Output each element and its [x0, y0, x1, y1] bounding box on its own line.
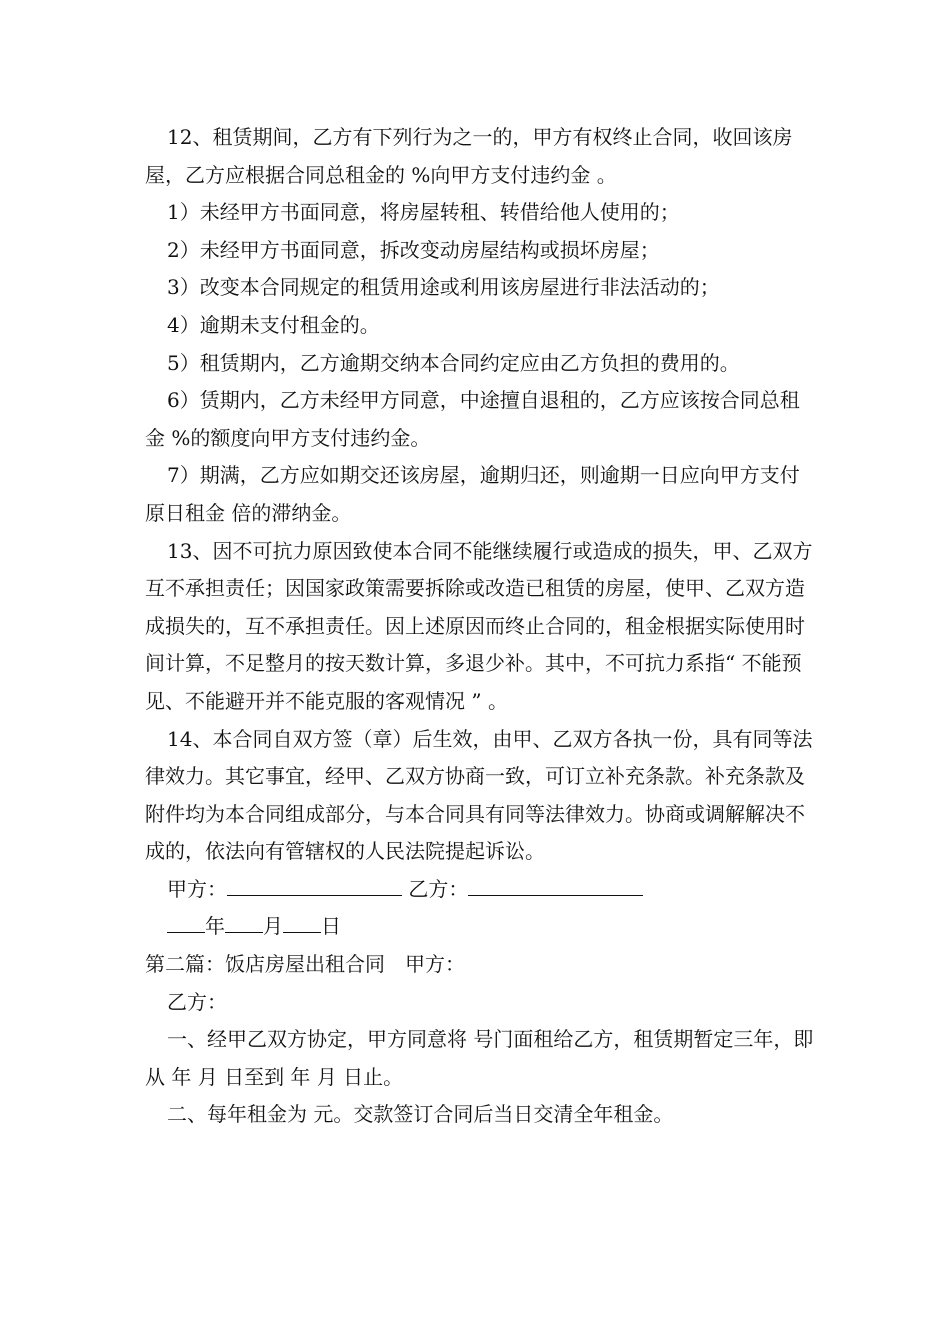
month-label: 月 — [263, 914, 283, 939]
clause-14: 14、本合同自双方签（章）后生效，由甲、乙双方各执一份，具有同等法律效力。其它事宜，经甲、乙双方协商一致，可订立补充条款。补充条款及附件均为本合同组成部分，与本合同具有同等法律效力。协商或调解解决不成的，依法向有管辖权的人民法院提起诉讼。 — [145, 726, 813, 864]
party-a-blank — [227, 877, 402, 896]
month-blank — [225, 914, 263, 933]
clause-12-item-7: 7）期满，乙方应如期交还该房屋，逾期归还，则逾期一日应向甲方支付原日租金 倍的滞纳金。 — [145, 463, 800, 525]
year-blank — [167, 914, 205, 933]
clause-12-item-3: 3）改变本合同规定的租赁用途或利用该房屋进行非法活动的； — [167, 275, 720, 300]
day-label: 日 — [321, 914, 341, 939]
section-2-party-b: 乙方： — [167, 989, 227, 1014]
party-b-blank — [468, 877, 643, 896]
party-a-label: 甲方： — [167, 876, 227, 901]
document-body — [145, 119, 817, 1134]
section-2-heading: 第二篇：饭店房屋出租合同 甲方： — [145, 952, 465, 977]
clause-12: 12、租赁期间，乙方有下列行为之一的，甲方有权终止合同，收回该房屋，乙方应根据合同总租金的 %向甲方支付违约金 。 — [145, 125, 793, 187]
clause-12-item-1: 1）未经甲方书面同意，将房屋转租、转借给他人使用的； — [167, 200, 680, 225]
party-b-label: 乙方： — [408, 876, 469, 901]
section-2-clause-2: 二、每年租金为 元。交款签订合同后当日交清全年租金。 — [167, 1102, 674, 1127]
year-label: 年 — [205, 914, 225, 939]
clause-12-item-2: 2）未经甲方书面同意，拆改变动房屋结构或损坏房屋； — [167, 237, 660, 262]
clause-12-item-4: 4）逾期未支付租金的。 — [167, 312, 380, 337]
day-blank — [283, 914, 321, 933]
signature-line — [145, 871, 817, 909]
section-2-clause-1: 一、经甲乙双方协定，甲方同意将 号门面租给乙方，租赁期暂定三年，即从 年 月 日至到 年 月 日止。 — [145, 1027, 814, 1089]
clause-12-item-5: 5）租赁期内，乙方逾期交纳本合同约定应由乙方负担的费用的。 — [167, 350, 740, 375]
date-line — [145, 908, 817, 946]
clause-12-item-6: 6）赁期内，乙方未经甲方同意，中途擅自退租的，乙方应该按合同总租金 %的额度向甲方支付违约金。 — [145, 388, 800, 450]
clause-13: 13、因不可抗力原因致使本合同不能继续履行或造成的损失，甲、乙双方互不承担责任；因国家政策需要拆除或改造已租赁的房屋，使甲、乙双方造成损失的，互不承担责任。因上述原因而终止合同的，租金根据实际使用时间计算，不足整月的按天数计算，多退少补。其中，不可抗力系指“ 不能预见、不能避开并不能克服的客观情况 ” 。 — [145, 538, 813, 713]
